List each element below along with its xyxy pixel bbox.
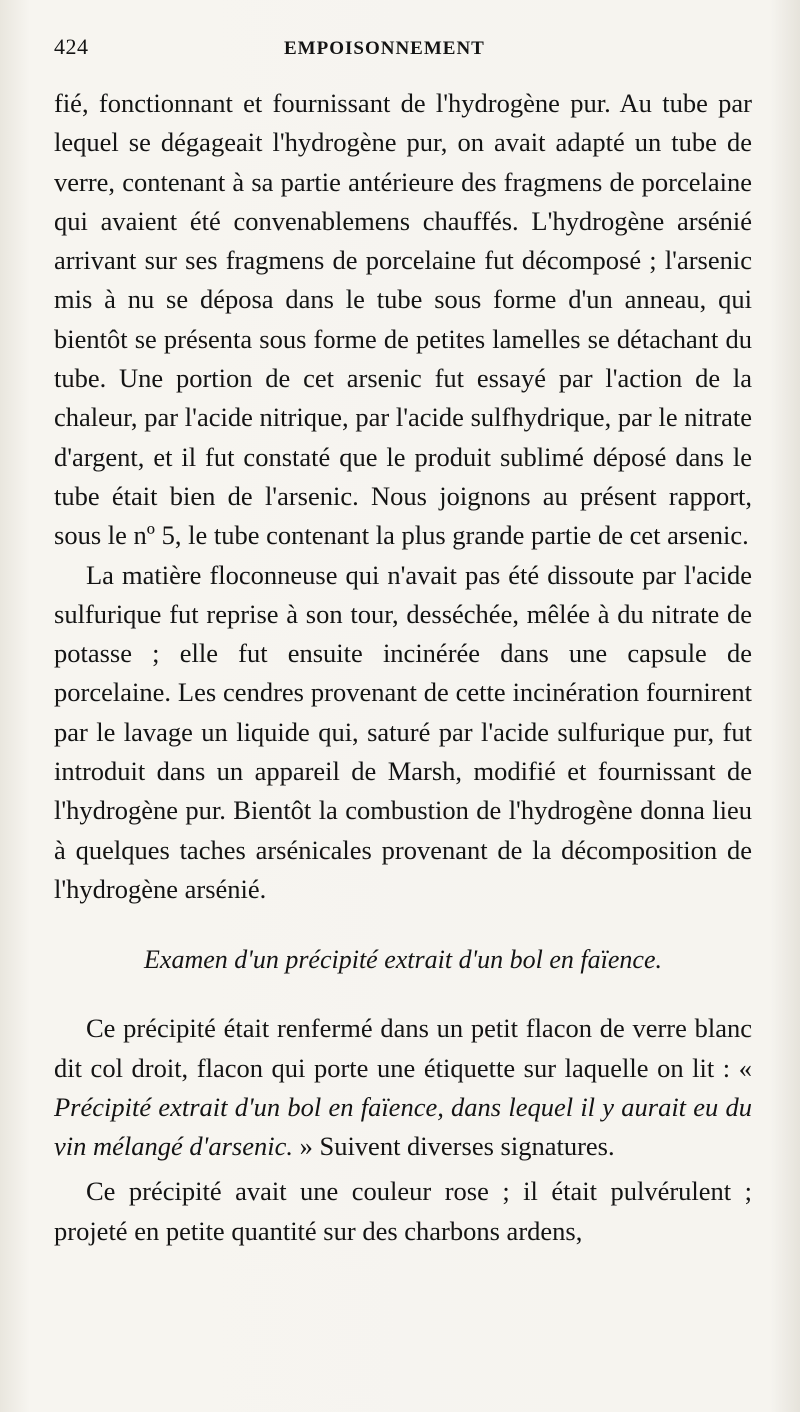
paragraph — [54, 1009, 752, 1166]
section-heading: Examen d'un précipité extrait d'un bol en faïence. — [144, 945, 662, 975]
paragraph-text: Ce précipité était renfermé dans un petit flacon de verre blanc dit col droit, flacon qui porte une étiquette sur laquelle on lit : « — [54, 1013, 752, 1083]
body-text — [54, 84, 752, 1251]
running-title: EMPOISONNEMENT — [284, 38, 485, 59]
paragraph: Ce précipité avait une couleur rose ; il était pulvérulent ; projeté en petite quantité sur des charbons ardens, — [54, 1176, 752, 1246]
page-header — [54, 34, 752, 84]
paragraph-text: » Suivent diverses signatures. — [299, 1131, 615, 1162]
page-number: 424 — [54, 34, 89, 59]
quoted-label-text: Précipité extrait d'un bol en faïence, dans lequel il y aurait eu du vin mélangé d'arsenic. — [54, 1091, 752, 1162]
paragraph-continuation: fié, fonctionnant et fournissant de l'hydrogène pur. Au tube par lequel se dégageait l'hydrogène pur, on avait adapté un tube de verre, contenant à sa partie antérieure des fragmens de porcelaine qui avaient été convenablemens chauffés. L'hydrogène arsénié arrivant sur ses fragmens de porcelaine fut décomposé ; l'arsenic mis à nu se déposa dans le tube sous forme d'un anneau, qui bientôt se présenta sous forme de petites lamelles se détachant du tube. Une portion de cet arsenic fut essayé par l'action de la chaleur, par l'acide nitrique, par l'acide sulfhydrique, par le nitrate d'argent, et il fut constaté que le produit sublimé déposé dans le tube était bien de l'arsenic. Nous joignons au présent rapport, sous le nº 5, le tube contenant la plus grande partie de cet arsenic. — [54, 88, 752, 551]
paragraph: La matière floconneuse qui n'avait pas été dissoute par l'acide sulfurique fut reprise à son tour, desséchée, mêlée à du nitrate de potasse ; elle fut ensuite incinérée dans une capsule de porcelaine. Les cendres provenant de cette incinération fournirent par le lavage un liquide qui, saturé par l'acide sulfurique pur, fut introduit dans un appareil de Marsh, modifié et fournissant de l'hydrogène pur. Bientôt la combustion de l'hydrogène donna lieu à quelques taches arsénicales provenant de la décomposition de l'hydrogène arsénié. — [54, 559, 752, 904]
